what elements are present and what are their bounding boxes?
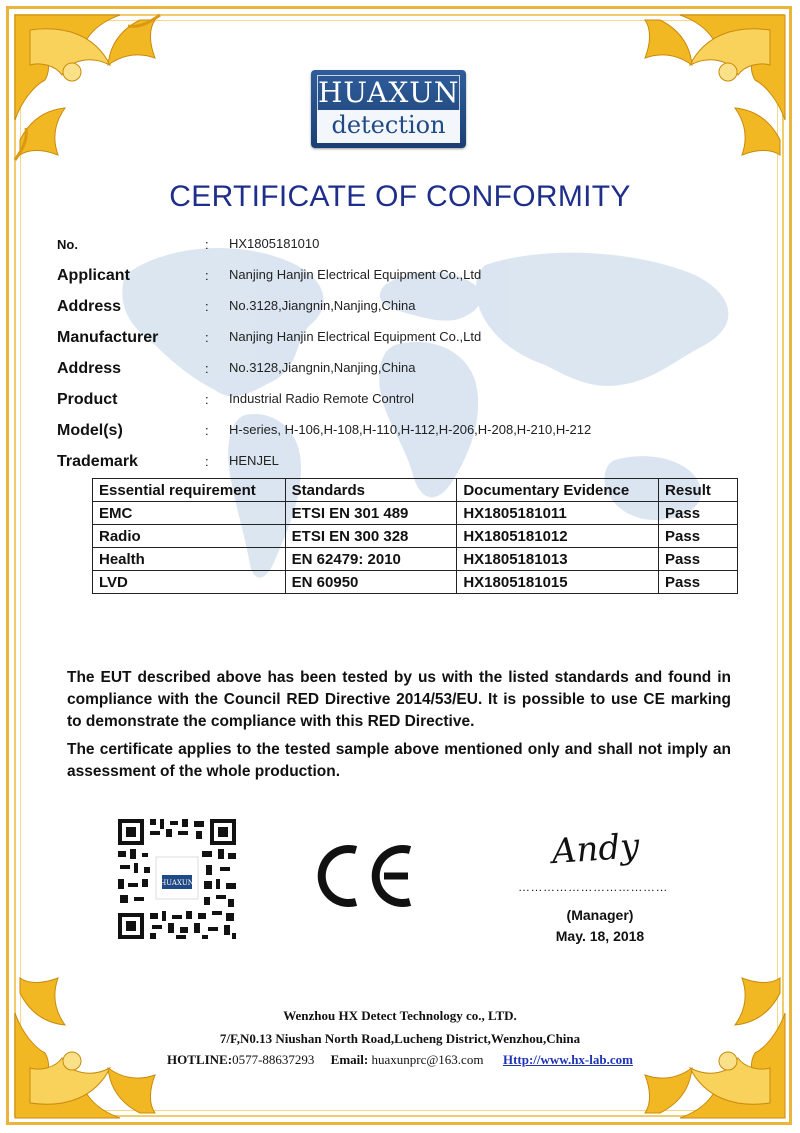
field-row: [57, 230, 747, 261]
table-header-row: [93, 479, 738, 502]
footer-contacts: [0, 1052, 800, 1068]
scope-statement: The certificate applies to the tested sample above mentioned only and shall not imply an assessment of the whole production.: [67, 741, 731, 780]
field-label: Applicant: [57, 267, 130, 284]
table-cell: ETSI EN 301 489: [285, 502, 457, 525]
field-row: [57, 354, 747, 385]
logo-top-text: HUAXUN: [318, 76, 460, 109]
field-value: Nanjing Hanjin Electrical Equipment Co.,Ltd: [229, 329, 482, 344]
table-cell: Radio: [93, 525, 286, 548]
certificate-info: [57, 230, 747, 478]
ce-mark: [312, 842, 416, 910]
requirements-table: [92, 478, 738, 594]
email-address: huaxunprc@163.com: [371, 1052, 484, 1067]
field-colon: :: [205, 361, 209, 376]
field-label: No.: [57, 237, 78, 252]
qr-code: [116, 817, 238, 941]
field-row: [57, 323, 747, 354]
field-row: [57, 385, 747, 416]
compliance-statement: The EUT described above has been tested by us with the listed standards and found in compliance with the Council RED Directive 2014/53/EU. It is possible to use CE marking to demonstrate the compliance with this RED Directive.: [67, 669, 731, 730]
field-row: [57, 292, 747, 323]
table-cell: Pass: [659, 548, 738, 571]
table-cell: HX1805181013: [457, 548, 659, 571]
qr-logo-text: HUAXUN: [160, 879, 194, 887]
website-link[interactable]: Http://www.hx-lab.com: [502, 1052, 633, 1067]
footer-address: 7/F,N0.13 Niushan North Road,Lucheng District,Wenzhou,China: [219, 1031, 581, 1046]
field-value: Nanjing Hanjin Electrical Equipment Co.,Ltd: [229, 267, 482, 282]
certificate-title: CERTIFICATE OF CONFORMITY: [169, 180, 631, 213]
signature-name: Andy: [550, 826, 641, 873]
signature: [548, 820, 648, 876]
field-colon: :: [205, 299, 209, 314]
field-label: Address: [57, 298, 122, 315]
email-label: Email:: [330, 1052, 369, 1067]
hotline-number: 0577-88637293: [232, 1052, 315, 1067]
huaxun-logo: [311, 70, 466, 148]
field-value: HX1805181010: [229, 236, 320, 251]
issue-date: May. 18, 2018: [555, 928, 645, 944]
field-label: Manufacturer: [57, 329, 159, 346]
field-value: H-series, H-106,H-108,H-110,H-112,H-206,H-208,H-210,H-212: [229, 422, 592, 437]
table-cell: HX1805181012: [457, 525, 659, 548]
field-value: HENJEL: [229, 453, 279, 468]
field-colon: :: [205, 423, 209, 438]
field-label: Address: [57, 360, 122, 377]
signatory-role: (Manager): [566, 907, 634, 923]
corner-ornament-top-right: [615, 10, 790, 185]
field-colon: :: [205, 454, 209, 469]
table-header: Documentary Evidence: [457, 479, 659, 502]
signature-line: ………………………………: [518, 880, 668, 894]
table-cell: Pass: [659, 502, 738, 525]
table-row: [93, 571, 738, 594]
field-label: Product: [57, 391, 118, 408]
table-cell: HX1805181011: [457, 502, 659, 525]
field-value: No.3128,Jiangnin,Nanjing,China: [229, 298, 416, 313]
corner-ornament-top-left: [10, 10, 185, 185]
table-row: [93, 502, 738, 525]
logo-bottom-text: detection: [317, 110, 460, 143]
table-row: [93, 548, 738, 571]
table-header: Result: [659, 479, 738, 502]
table-cell: EN 60950: [285, 571, 457, 594]
field-row: [57, 447, 747, 478]
field-row: [57, 261, 747, 292]
field-colon: :: [205, 392, 209, 407]
field-colon: :: [205, 268, 209, 283]
table-cell: Pass: [659, 571, 738, 594]
table-cell: Health: [93, 548, 286, 571]
footer-company: Wenzhou HX Detect Technology co., LTD.: [283, 1008, 517, 1023]
field-value: No.3128,Jiangnin,Nanjing,China: [229, 360, 416, 375]
table-cell: EMC: [93, 502, 286, 525]
field-label: Trademark: [57, 453, 138, 470]
field-colon: :: [205, 237, 209, 252]
table-header: Standards: [285, 479, 457, 502]
table-cell: LVD: [93, 571, 286, 594]
table-cell: EN 62479: 2010: [285, 548, 457, 571]
table-cell: HX1805181015: [457, 571, 659, 594]
table-cell: Pass: [659, 525, 738, 548]
field-value: Industrial Radio Remote Control: [229, 391, 414, 406]
field-colon: :: [205, 330, 209, 345]
table-row: [93, 525, 738, 548]
field-label: Model(s): [57, 422, 123, 439]
field-row: [57, 416, 747, 447]
table-cell: ETSI EN 300 328: [285, 525, 457, 548]
table-header: Essential requirement: [93, 479, 286, 502]
hotline-label: HOTLINE:: [167, 1052, 233, 1067]
